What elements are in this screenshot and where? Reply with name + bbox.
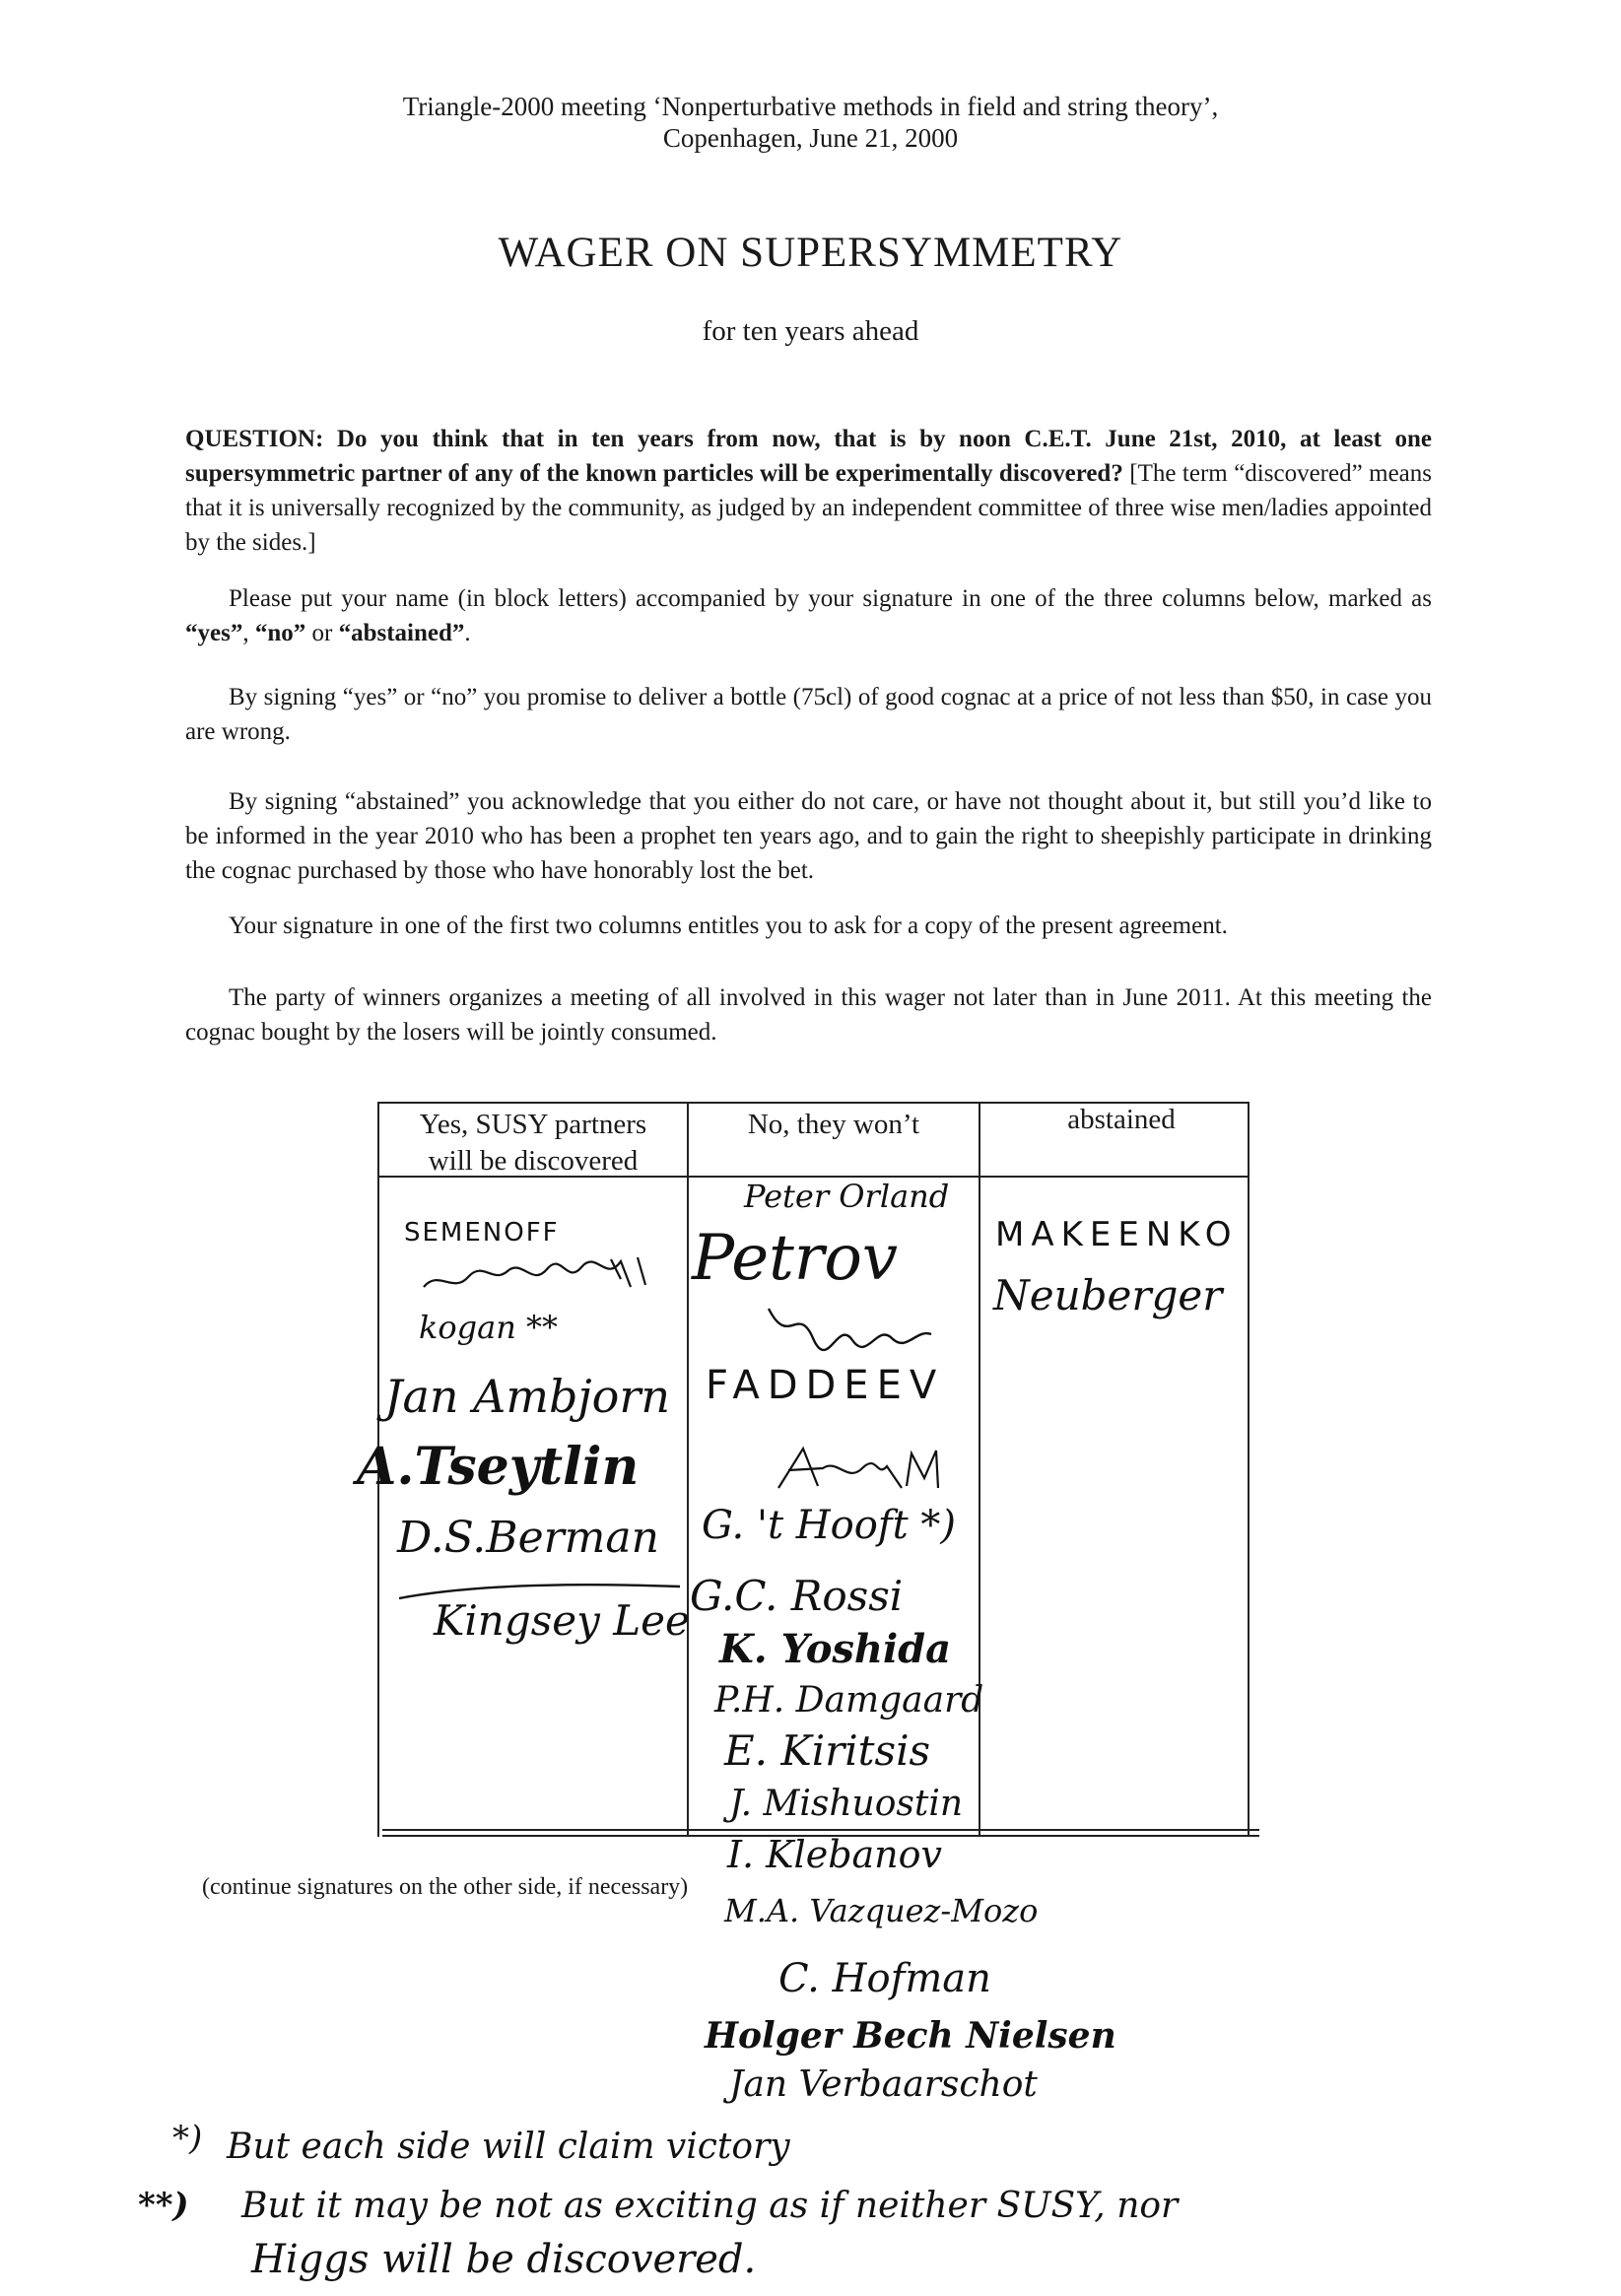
continue-note: (continue signatures on the other side, if necessary)	[202, 1874, 689, 1900]
signature-scribble-icon	[419, 1249, 655, 1299]
period-text: .	[464, 620, 471, 646]
or-text: or	[311, 620, 333, 646]
signature-abstained-1: MAKEENKO	[995, 1215, 1239, 1254]
table-bottom-border-1	[382, 1829, 1259, 1831]
signature-yes-1: SEMENOFF	[404, 1218, 560, 1248]
abstained-term: “abstained”	[338, 620, 465, 646]
signature-no-6: K. Yoshida	[719, 1626, 952, 1672]
instruction-paragraph-4: Your signature in one of the first two columns entitles you to ask for a copy of the present agreement.	[229, 912, 1228, 939]
signature-abstained-2: Neuberger	[993, 1271, 1223, 1319]
header-yes	[379, 1107, 687, 1180]
page-title: WAGER ON SUPERSYMMETRY	[498, 230, 1123, 276]
meeting-header	[0, 91, 1621, 154]
signature-yes-3: Jan Ambjorn	[384, 1370, 670, 1423]
signature-yes-5: D.S.Berman	[397, 1513, 659, 1563]
table-right-border	[1248, 1102, 1250, 1837]
signature-scribble-icon-3	[769, 1439, 946, 1498]
header-abstained: abstained	[1067, 1104, 1176, 1135]
question-note: [The term “discovered” means that it is universally recognized by the community, as judged by an independent committee of three wise men/ladies appointed by the sides.]	[185, 460, 1432, 556]
meeting-line-1: Triangle-2000 meeting ‘Nonperturbative methods in field and string theory’,	[402, 92, 1219, 121]
question-label: QUESTION:	[185, 426, 324, 452]
signature-no-14: Jan Verbaarschot	[729, 2064, 1038, 2105]
meeting-line-2: Copenhagen, June 21, 2000	[662, 123, 959, 153]
yes-term: “yes”	[185, 620, 243, 646]
signature-no-13: Holger Bech Nielsen	[705, 2015, 1116, 2057]
signature-scribble-icon-2	[759, 1299, 936, 1353]
footnote-2-mark: **)	[138, 2186, 189, 2225]
signature-no-3: FADDEEV	[706, 1363, 945, 1408]
instruction-paragraph-2: By signing “yes” or “no” you promise to deliver a bottle (75cl) of good cognac at a price of not less than $50, in case you are wrong.	[185, 684, 1432, 745]
signature-no-1: Peter Orland	[744, 1178, 950, 1215]
header-no: No, they won’t	[747, 1109, 920, 1140]
signature-no-5: G.C. Rossi	[690, 1572, 904, 1620]
page-subtitle: for ten years ahead	[702, 315, 919, 347]
instruction-1-start: Please put your name (in block letters) accompanied by your signature in one of the three columns below, marked as	[229, 585, 1432, 612]
header-yes-line-1: Yes, SUSY partners	[419, 1109, 647, 1140]
header-yes-line-2: will be discovered	[428, 1145, 639, 1177]
instruction-paragraph-3: By signing “abstained” you acknowledge that you either do not care, or have not thought about it, but still you’d like to be informed in the year 2010 who has been a prophet ten years ago, and to gain the right to sheepishly participate in drinking the cognac purchased by those who have honorably lost the bet.	[185, 788, 1432, 884]
signature-no-7: P.H. Damgaard	[714, 1680, 984, 1721]
comma-text: ,	[242, 620, 249, 646]
instruction-paragraph-1	[185, 581, 1432, 650]
footnote-1-text: But each side will claim victory	[227, 2127, 790, 2167]
instruction-paragraph-5: The party of winners organizes a meeting of all involved in this wager not later than in June 2011. At this meeting the cognac bought by the losers will be jointly consumed.	[185, 984, 1432, 1046]
footnote-2-line-2: Higgs will be discovered.	[251, 2237, 757, 2282]
signature-no-12: C. Hofman	[778, 1956, 991, 2001]
signature-no-10: I. Klebanov	[727, 1833, 942, 1876]
no-term: “no”	[254, 620, 306, 646]
signature-yes-6: Kingsey Lee	[434, 1596, 690, 1645]
footnote-1-mark: *)	[172, 2119, 203, 2158]
signature-no-2: Petrov	[692, 1222, 899, 1295]
signature-no-8: E. Kiritsis	[724, 1726, 931, 1775]
footnote-2-line-1: But it may be not as exciting as if neither SUSY, nor	[241, 2186, 1179, 2226]
signature-yes-2: kogan **	[419, 1309, 558, 1346]
table-divider-1	[687, 1102, 689, 1837]
question-text: Do you think that in ten years from now, that is by noon C.E.T. June 21st, 2010, at least one supersymmetric partner of any of the known particles will be experimentally discovered?	[185, 426, 1432, 487]
signature-no-11: M.A. Vazquez-Mozo	[724, 1892, 1039, 1929]
signature-no-4: G. 't Hooft *)	[702, 1503, 956, 1548]
table-divider-2	[979, 1102, 980, 1837]
signature-yes-4: A.Tseytlin	[357, 1437, 640, 1497]
question-paragraph	[185, 422, 1432, 560]
signature-no-9: J. Mishuostin	[729, 1784, 964, 1824]
